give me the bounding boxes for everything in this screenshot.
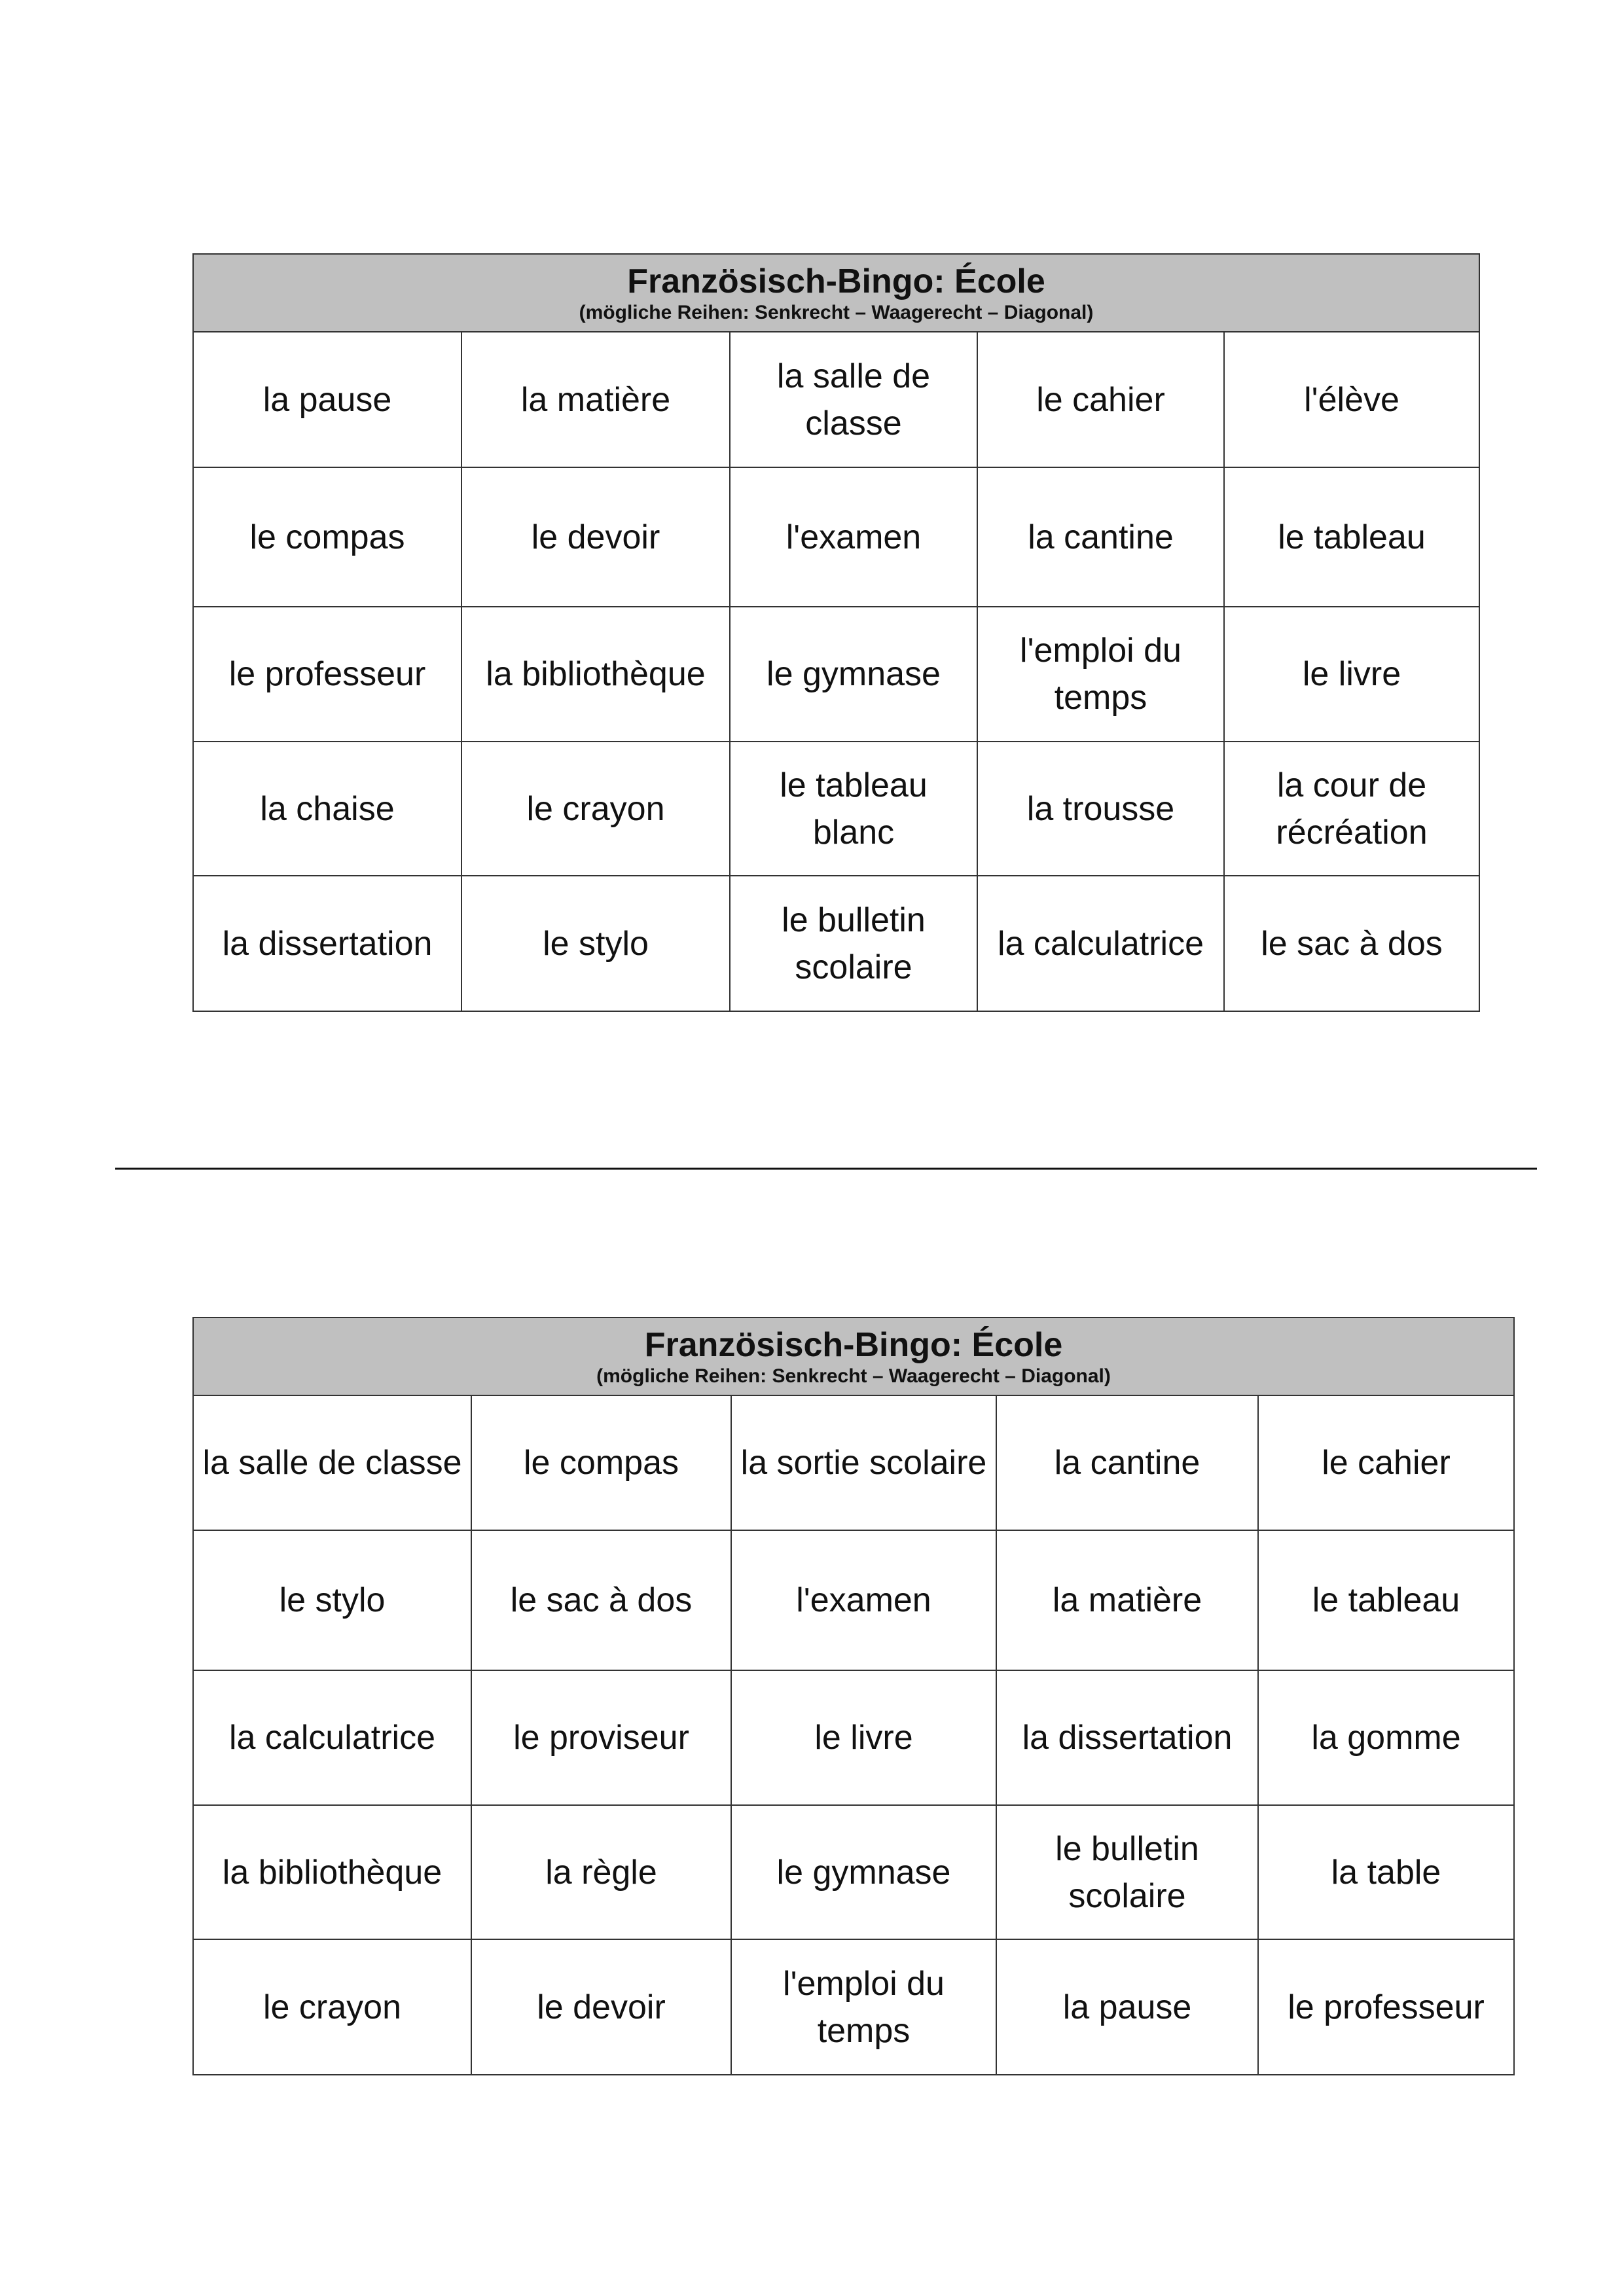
- bingo-cell: l'examen: [730, 467, 977, 607]
- bingo-row: [193, 742, 1479, 876]
- bingo-cell: l'élève: [1224, 332, 1479, 467]
- bingo-cell: la dissertation: [193, 876, 461, 1011]
- bingo-cell: la salle de classe: [730, 332, 977, 467]
- bingo-cell: la bibliothèque: [461, 607, 730, 742]
- bingo-cell: le sac à dos: [1224, 876, 1479, 1011]
- bingo-cell: la calculatrice: [977, 876, 1224, 1011]
- bingo-card-2: [192, 1317, 1515, 2075]
- bingo-cell: le tableau: [1224, 467, 1479, 607]
- bingo-cell: la cour de récréation: [1224, 742, 1479, 876]
- bingo-cell: le tableau blanc: [730, 742, 977, 876]
- bingo-cell: la bibliothèque: [193, 1805, 471, 1939]
- bingo-row: [193, 1395, 1514, 1530]
- bingo-row: [193, 332, 1479, 467]
- bingo-cell: la pause: [996, 1939, 1258, 2075]
- bingo-cell: le gymnase: [730, 607, 977, 742]
- bingo-cell: l'emploi du temps: [731, 1939, 996, 2075]
- bingo-cell: le stylo: [193, 1530, 471, 1670]
- bingo-cell: la sortie scolaire: [731, 1395, 996, 1530]
- card-title: Französisch-Bingo: École: [627, 262, 1045, 300]
- bingo-cell: le bulletin scolaire: [996, 1805, 1258, 1939]
- bingo-cell: le livre: [1224, 607, 1479, 742]
- bingo-cell: le proviseur: [471, 1670, 731, 1805]
- bingo-cell: la matière: [996, 1530, 1258, 1670]
- bingo-cell: la dissertation: [996, 1670, 1258, 1805]
- bingo-cell: le professeur: [1258, 1939, 1514, 2075]
- bingo-cell: la calculatrice: [193, 1670, 471, 1805]
- card-title: Französisch-Bingo: École: [644, 1325, 1063, 1364]
- bingo-cell: le bulletin scolaire: [730, 876, 977, 1011]
- bingo-cell: le gymnase: [731, 1805, 996, 1939]
- bingo-card-header: [193, 254, 1479, 332]
- bingo-row: [193, 876, 1479, 1011]
- bingo-cell: la salle de classe: [193, 1395, 471, 1530]
- bingo-cell: le cahier: [1258, 1395, 1514, 1530]
- bingo-cell: le professeur: [193, 607, 461, 742]
- bingo-card-header-row: [193, 254, 1479, 332]
- bingo-cell: le crayon: [193, 1939, 471, 2075]
- bingo-cell: l'emploi du temps: [977, 607, 1224, 742]
- bingo-cell: le stylo: [461, 876, 730, 1011]
- bingo-cell: l'examen: [731, 1530, 996, 1670]
- cut-line: [115, 1168, 1537, 1170]
- card-subtitle: (mögliche Reihen: Senkrecht – Waagerecht – Diagonal): [579, 301, 1094, 323]
- bingo-cell: le cahier: [977, 332, 1224, 467]
- bingo-card-1: [192, 253, 1480, 1012]
- bingo-cell: la pause: [193, 332, 461, 467]
- bingo-cell: la table: [1258, 1805, 1514, 1939]
- bingo-cell: le devoir: [461, 467, 730, 607]
- bingo-row: [193, 1805, 1514, 1939]
- bingo-cell: le tableau: [1258, 1530, 1514, 1670]
- bingo-row: [193, 607, 1479, 742]
- bingo-cell: la cantine: [996, 1395, 1258, 1530]
- bingo-row: [193, 1670, 1514, 1805]
- bingo-cell: la gomme: [1258, 1670, 1514, 1805]
- bingo-row: [193, 1530, 1514, 1670]
- bingo-card-header: [193, 1318, 1514, 1395]
- card-subtitle: (mögliche Reihen: Senkrecht – Waagerecht – Diagonal): [596, 1365, 1111, 1387]
- bingo-cell: le sac à dos: [471, 1530, 731, 1670]
- bingo-cell: le compas: [193, 467, 461, 607]
- bingo-cell: le compas: [471, 1395, 731, 1530]
- bingo-cell: la trousse: [977, 742, 1224, 876]
- bingo-cell: la chaise: [193, 742, 461, 876]
- bingo-row: [193, 1939, 1514, 2075]
- bingo-row: [193, 467, 1479, 607]
- bingo-cell: le devoir: [471, 1939, 731, 2075]
- bingo-cell: le livre: [731, 1670, 996, 1805]
- bingo-card-header-row: [193, 1318, 1514, 1395]
- bingo-cell: la matière: [461, 332, 730, 467]
- bingo-cell: la règle: [471, 1805, 731, 1939]
- bingo-cell: la cantine: [977, 467, 1224, 607]
- bingo-cell: le crayon: [461, 742, 730, 876]
